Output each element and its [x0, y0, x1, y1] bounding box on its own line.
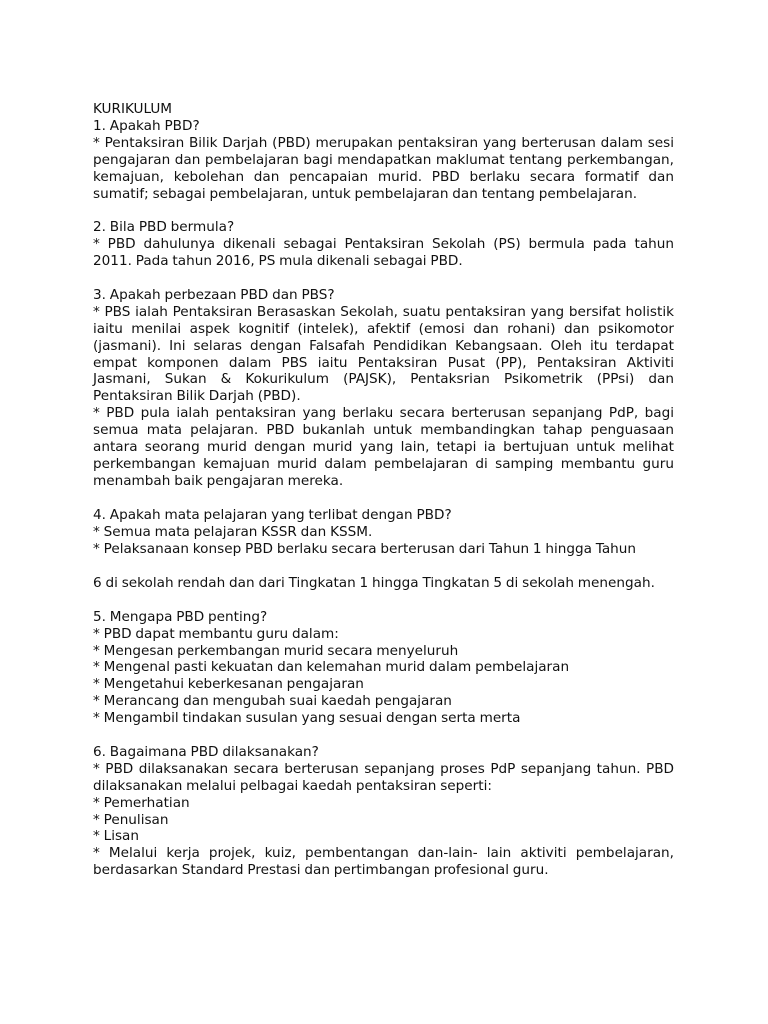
document-body — [93, 101, 674, 879]
section-spacer — [93, 270, 674, 287]
answer-5-item-6: * Mengambil tindakan susulan yang sesuai dengan serta merta — [93, 710, 521, 727]
section-spacer — [93, 727, 674, 744]
question-2: 2. Bila PBD bermula? — [93, 219, 235, 236]
answer-2-paragraph: * PBD dahulunya dikenali sebagai Pentaksiran Sekolah (PS) bermula pada tahun 2011. Pada tahun 2016, PS mula dikenali sebagai PBD. — [93, 236, 674, 270]
answer-6-paragraph-final: * Melalui kerja projek, kuiz, pembentangan dan-lain- lain aktiviti pembelajaran, berdasarkan Standard Prestasi dan pertimbangan profesional guru. — [93, 845, 674, 879]
answer-4-item-1: * Semua mata pelajaran KSSR dan KSSM. — [93, 523, 373, 540]
answer-6-item-2: * Penulisan — [93, 811, 169, 828]
question-1: 1. Apakah PBD? — [93, 117, 200, 134]
answer-5-item-4: * Mengetahui keberkesanan pengajaran — [93, 676, 364, 693]
answer-1-paragraph: * Pentaksiran Bilik Darjah (PBD) merupakan pentaksiran yang berterusan dalam sesi pengajaran dan pembelajaran bagi mendapatkan maklumat tentang perkembangan, kemajuan, kebolehan dan pencapaian murid. PBD berlaku secara formatif dan sumatif; sebagai pembelajaran, untuk pembelajaran dan tentang pembelajaran. — [93, 134, 674, 202]
answer-6-item-1: * Pemerhatian — [93, 794, 190, 811]
answer-5-item-2: * Mengesan perkembangan murid secara menyeluruh — [93, 642, 459, 659]
answer-4-item-2: * Pelaksanaan konsep PBD berlaku secara berterusan dari Tahun 1 hingga Tahun — [93, 540, 637, 557]
question-4: 4. Apakah mata pelajaran yang terlibat dengan PBD? — [93, 506, 452, 523]
question-6: 6. Bagaimana PBD dilaksanakan? — [93, 743, 319, 760]
paragraph-spacer — [93, 557, 674, 575]
question-3: 3. Apakah perbezaan PBD dan PBS? — [93, 286, 335, 303]
answer-5-item-3: * Mengenal pasti kekuatan dan kelemahan murid dalam pembelajaran — [93, 659, 570, 676]
answer-6-item-3: * Lisan — [93, 828, 139, 845]
answer-4-continuation: 6 di sekolah rendah dan dari Tingkatan 1 hingga Tingkatan 5 di sekolah menengah. — [93, 574, 655, 591]
answer-5-item-5: * Merancang dan mengubah suai kaedah pengajaran — [93, 693, 452, 710]
section-spacer — [93, 490, 674, 507]
answer-6-paragraph: * PBD dilaksanakan secara berterusan sepanjang proses PdP sepanjang tahun. PBD dilaksanakan melalui pelbagai kaedah pentaksiran seperti: — [93, 760, 674, 794]
answer-3-paragraph-2: * PBD pula ialah pentaksiran yang berlaku secara berterusan sepanjang PdP, bagi semua mata pelajaran. PBD bukanlah untuk membandingkan tahap penguasaan antara seorang murid dengan murid yang lain, tetapi ia bertujuan untuk melihat perkembangan kemajuan murid dalam pembelajaran di samping membantu guru menambah baik pengajaran mereka. — [93, 405, 674, 489]
document-heading: KURIKULUM — [93, 101, 173, 117]
answer-5-item-1: * PBD dapat membantu guru dalam: — [93, 625, 339, 642]
section-spacer — [93, 592, 674, 609]
answer-3-paragraph-1: * PBS ialah Pentaksiran Berasaskan Sekolah, suatu pentaksiran yang bersifat holistik iaitu menilai aspek kognitif (intelek), afektif (emosi dan rohani) dan psikomotor (jasmani). Ini selaras dengan Falsafah Pendidikan Kebangsaan. Oleh itu terdapat empat komponen dalam PBS iaitu Pentaksiran Pusat (PP), Pentaksiran Aktiviti Jasmani, Sukan & Kokurikulum (PAJSK), Pentaksrian Psikometrik (PPsi) dan Pentaksiran Bilik Darjah (PBD). — [93, 303, 674, 405]
section-spacer — [93, 202, 674, 219]
question-5: 5. Mengapa PBD penting? — [93, 608, 268, 625]
